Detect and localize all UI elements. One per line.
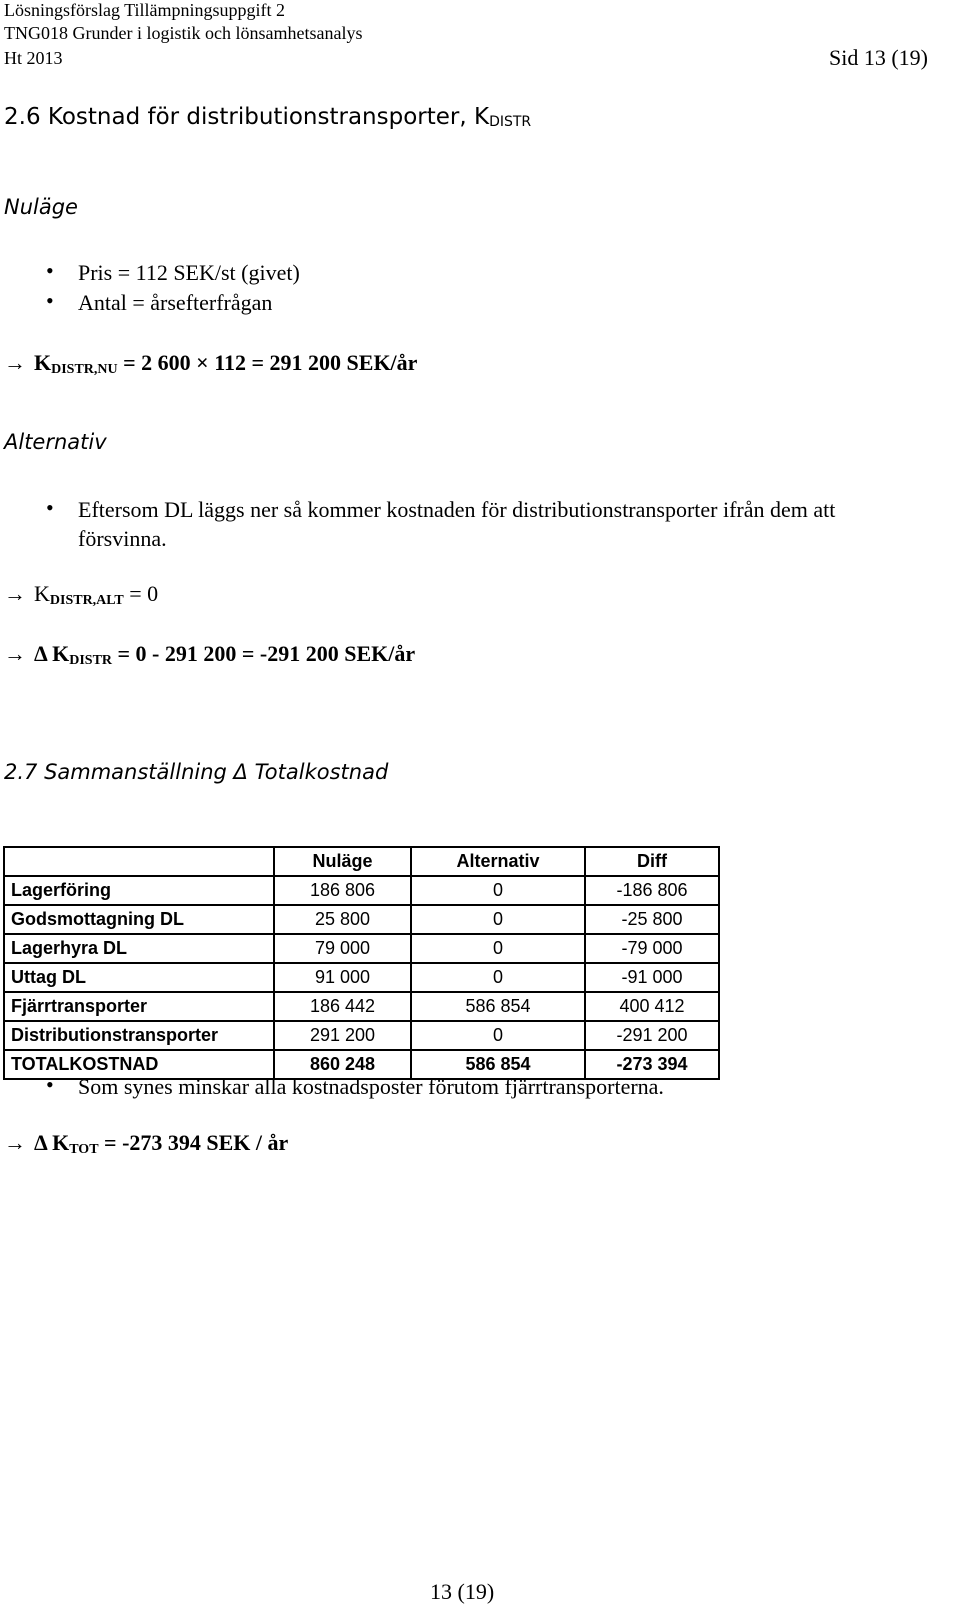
cell-alternativ: 586 854 [411, 992, 585, 1021]
table-header-diff: Diff [585, 847, 719, 876]
table-row [4, 934, 719, 963]
formula-value: = 2 600 × 112 = 291 200 SEK/år [117, 350, 418, 375]
cell-alternativ: 0 [411, 934, 585, 963]
row-label: Fjärrtransporter [4, 992, 274, 1021]
table-header-nulage: Nuläge [274, 847, 411, 876]
section-2-6-title: 2.6 Kostnad för distributionstransporter, K [4, 104, 490, 130]
cell-alternativ: 0 [411, 1021, 585, 1050]
row-label: Godsmottagning DL [4, 905, 274, 934]
k-symbol: K [34, 350, 52, 375]
formula-delta-k-distr-text [34, 641, 415, 669]
alternativ-heading: Alternativ [4, 430, 107, 454]
nulage-heading: Nuläge [4, 195, 78, 219]
table-header-alternativ: Alternativ [411, 847, 585, 876]
row-label: Lagerföring [4, 876, 274, 905]
cell-diff: -291 200 [585, 1021, 719, 1050]
bullet-icon: • [46, 288, 54, 313]
cell-nulage: 79 000 [274, 934, 411, 963]
bullet-icon: • [46, 495, 54, 520]
cell-diff: -91 000 [585, 963, 719, 992]
bullet-icon: • [46, 258, 54, 283]
header-page-number: Sid 13 (19) [829, 45, 928, 70]
table-row [4, 963, 719, 992]
header-title-line1: Lösningsförslag Tillämpningsuppgift 2 [4, 0, 286, 20]
cell-nulage: 860 248 [274, 1050, 411, 1079]
delta-symbol: Δ [34, 1130, 47, 1155]
header-title-line2: TNG018 Grunder i logistik och lönsamhetsanalys [4, 23, 363, 43]
table-row [4, 1021, 719, 1050]
arrow-right-icon: → [4, 1130, 26, 1155]
row-label: Distributionstransporter [4, 1021, 274, 1050]
table-row [4, 992, 719, 1021]
cell-diff: -186 806 [585, 876, 719, 905]
section-2-6-heading [4, 104, 531, 130]
cell-diff: -25 800 [585, 905, 719, 934]
delta-symbol: Δ [34, 641, 47, 666]
cell-diff: -273 394 [585, 1050, 719, 1079]
cell-alternativ: 586 854 [411, 1050, 585, 1079]
cell-diff: 400 412 [585, 992, 719, 1021]
formula-delta-k-tot-text [34, 1130, 288, 1158]
cell-nulage: 25 800 [274, 905, 411, 934]
table-header-empty [4, 847, 274, 876]
row-label: Lagerhyra DL [4, 934, 274, 963]
arrow-right-icon: → [4, 641, 26, 666]
nulage-bullet-2-text: Antal = årsefterfrågan [78, 290, 273, 315]
formula-k-distr-alt-text [34, 581, 158, 609]
conclusion-bullet-text: Som synes minskar alla kostnadsposter förutom fjärrtransporterna. [78, 1074, 664, 1099]
cell-diff: -79 000 [585, 934, 719, 963]
alternativ-bullet-line2: försvinna. [78, 526, 167, 551]
cell-nulage: 186 442 [274, 992, 411, 1021]
row-label: Uttag DL [4, 963, 274, 992]
formula-subscript: TOT [69, 1142, 99, 1157]
formula-value: = 0 - 291 200 = -291 200 SEK/år [112, 641, 416, 666]
k-symbol: K [52, 1130, 70, 1155]
formula-subscript: DISTR [69, 653, 113, 668]
arrow-right-icon: → [4, 581, 26, 606]
section-2-6-title-sub: DISTR [489, 114, 532, 130]
cell-nulage: 291 200 [274, 1021, 411, 1050]
footer-page-number: 13 (19) [430, 1579, 495, 1604]
table-row [4, 905, 719, 934]
cost-summary-table [3, 846, 720, 1080]
nulage-bullet-1-text: Pris = 112 SEK/st (givet) [78, 260, 300, 285]
alternativ-bullet-line1: Eftersom DL läggs ner så kommer kostnaden för distributionstransporter ifrån dem att [78, 497, 836, 522]
cell-alternativ: 0 [411, 905, 585, 934]
formula-subscript: DISTR,NU [51, 362, 118, 377]
cell-nulage: 91 000 [274, 963, 411, 992]
cell-nulage: 186 806 [274, 876, 411, 905]
k-symbol: K [52, 641, 70, 666]
header-term: Ht 2013 [4, 48, 63, 68]
cell-alternativ: 0 [411, 876, 585, 905]
formula-value: = 0 [123, 581, 159, 606]
cell-alternativ: 0 [411, 963, 585, 992]
formula-subscript: DISTR,ALT [49, 593, 124, 608]
table-row [4, 876, 719, 905]
bullet-icon: • [46, 1072, 54, 1097]
k-symbol: K [34, 581, 50, 606]
arrow-right-icon: → [4, 350, 26, 375]
table-header-row [4, 847, 719, 876]
formula-k-distr-nu-text [34, 350, 417, 378]
formula-value: = -273 394 SEK / år [98, 1130, 289, 1155]
row-label: TOTALKOSTNAD [4, 1050, 274, 1079]
section-2-7-heading: 2.7 Sammanställning Δ Totalkostnad [4, 760, 389, 784]
